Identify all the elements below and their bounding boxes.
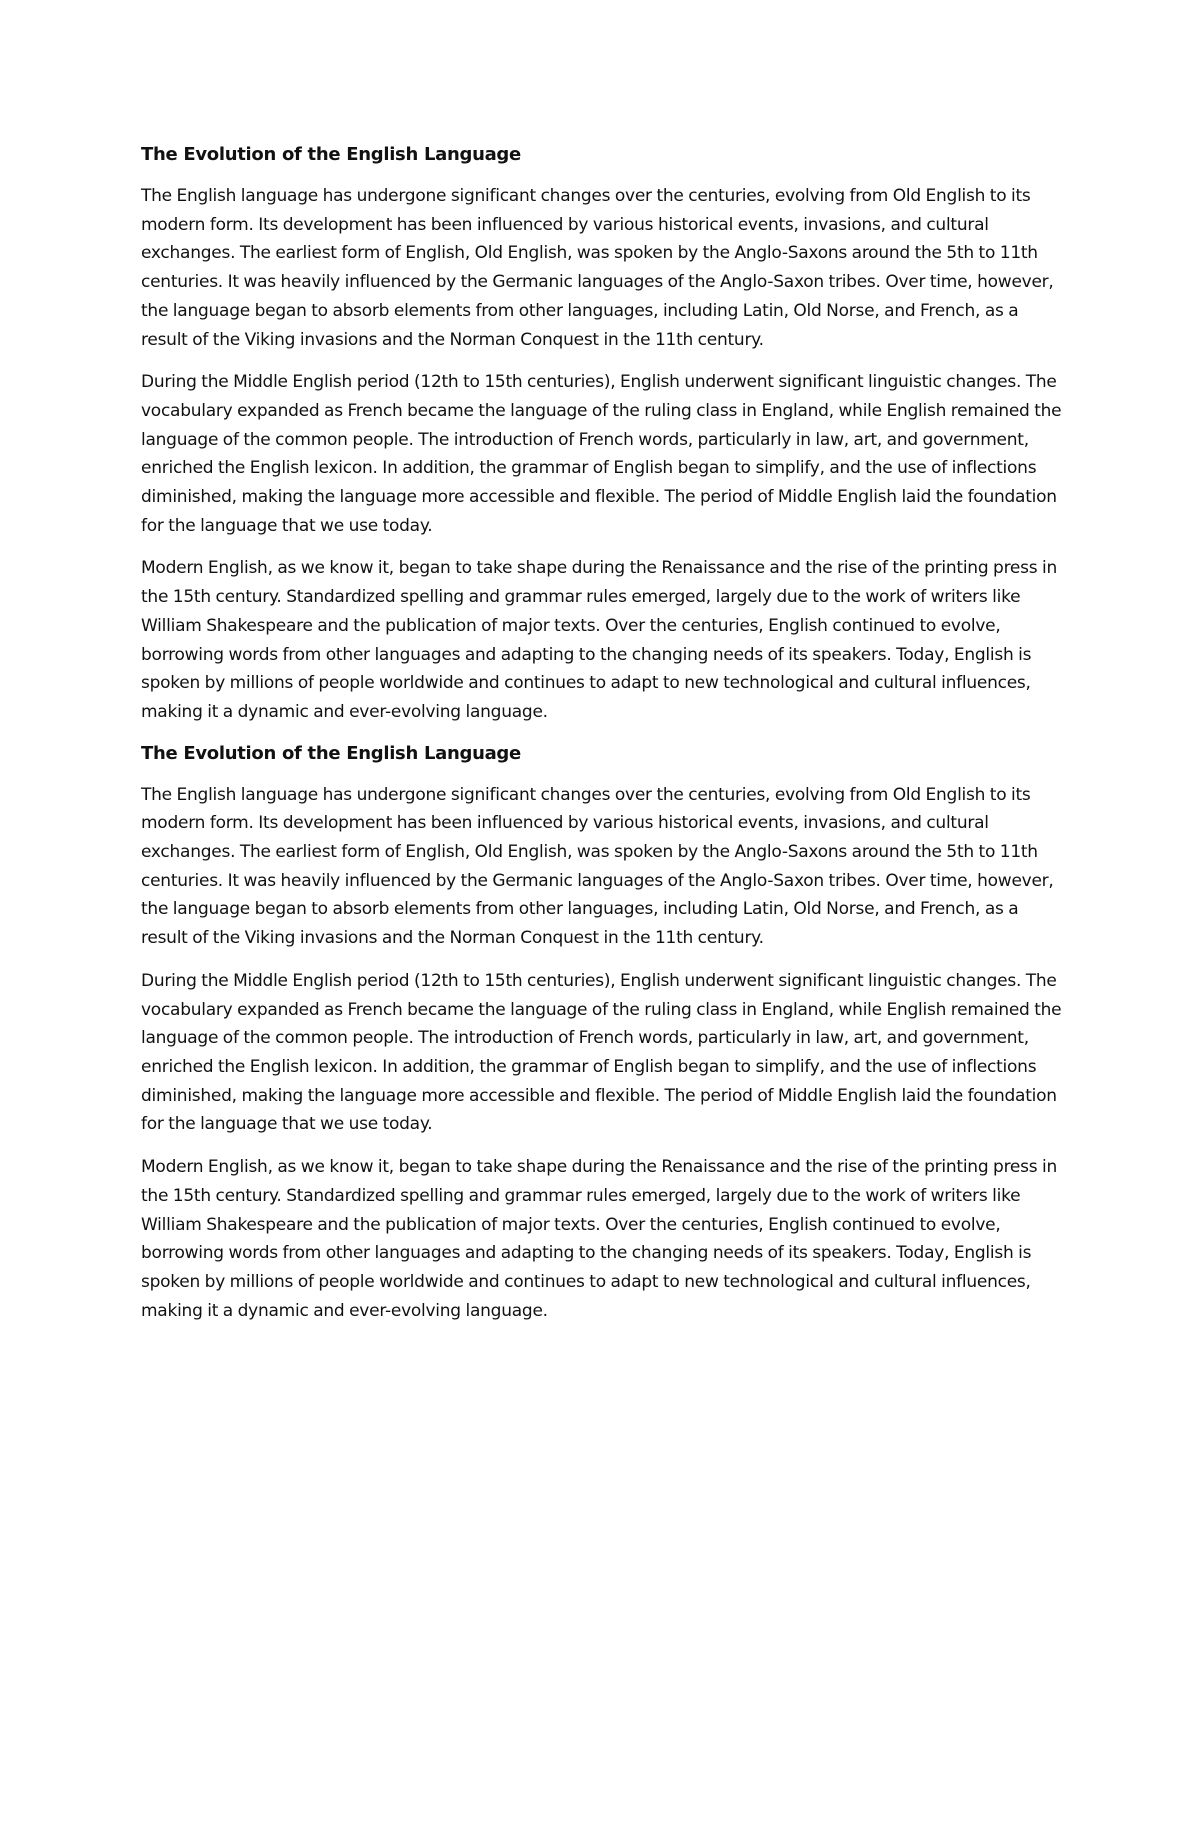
document-page (141, 142, 1066, 1339)
section-heading: The Evolution of the English Language (141, 742, 521, 764)
paragraph: The English language has undergone significant changes over the centuries, evolving from Old English to its modern form. Its development has been influenced by various historical events, invasions, and cultural exchanges. The earliest form of English, Old English, was spoken by the Anglo-Saxons around the 5th to 11th centuries. It was heavily influenced by the Germanic languages of the Anglo-Saxon tribes. Over time, however, the language began to absorb elements from other languages, including Latin, Old Norse, and French, as a result of the Viking invasions and the Norman Conquest in the 11th century. (141, 784, 1054, 949)
section-1 (141, 142, 1066, 727)
paragraph: During the Middle English period (12th to 15th centuries), English underwent significant linguistic changes. The vocabulary expanded as French became the language of the ruling class in England, while English remained the language of the common people. The introduction of French words, particularly in law, art, and government, enriched the English lexicon. In addition, the grammar of English began to simplify, and the use of inflections diminished, making the language more accessible and flexible. The period of Middle English laid the foundation for the language that we use today. (141, 970, 1062, 1135)
paragraph: Modern English, as we know it, began to take shape during the Renaissance and the rise of the printing press in the 15th century. Standardized spelling and grammar rules emerged, largely due to the work of writers like William Shakespeare and the publication of major texts. Over the centuries, English continued to evolve, borrowing words from other languages and adapting to the changing needs of its speakers. Today, English is spoken by millions of people worldwide and continues to adapt to new technological and cultural influences, making it a dynamic and ever-evolving language. (141, 1157, 1058, 1321)
paragraph: During the Middle English period (12th to 15th centuries), English underwent significant linguistic changes. The vocabulary expanded as French became the language of the ruling class in England, while English remained the language of the common people. The introduction of French words, particularly in law, art, and government, enriched the English lexicon. In addition, the grammar of English began to simplify, and the use of inflections diminished, making the language more accessible and flexible. The period of Middle English laid the foundation for the language that we use today. (141, 372, 1062, 536)
section-heading: The Evolution of the English Language (141, 144, 521, 165)
paragraph: The English language has undergone significant changes over the centuries, evolving from Old English to its modern form. Its development has been influenced by various historical events, invasions, and cultural exchanges. The earliest form of English, Old English, was spoken by the Anglo-Saxons around the 5th to 11th centuries. It was heavily influenced by the Germanic languages of the Anglo-Saxon tribes. Over time, however, the language began to absorb elements from other languages, including Latin, Old Norse, and French, as a result of the Viking invasions and the Norman Conquest in the 11th century. (141, 186, 1054, 350)
paragraph: Modern English, as we know it, began to take shape during the Renaissance and the rise of the printing press in the 15th century. Standardized spelling and grammar rules emerged, largely due to the work of writers like William Shakespeare and the publication of major texts. Over the centuries, English continued to evolve, borrowing words from other languages and adapting to the changing needs of its speakers. Today, English is spoken by millions of people worldwide and continues to adapt to new technological and cultural influences, making it a dynamic and ever-evolving language. (141, 558, 1058, 722)
section-2 (141, 741, 1066, 1326)
